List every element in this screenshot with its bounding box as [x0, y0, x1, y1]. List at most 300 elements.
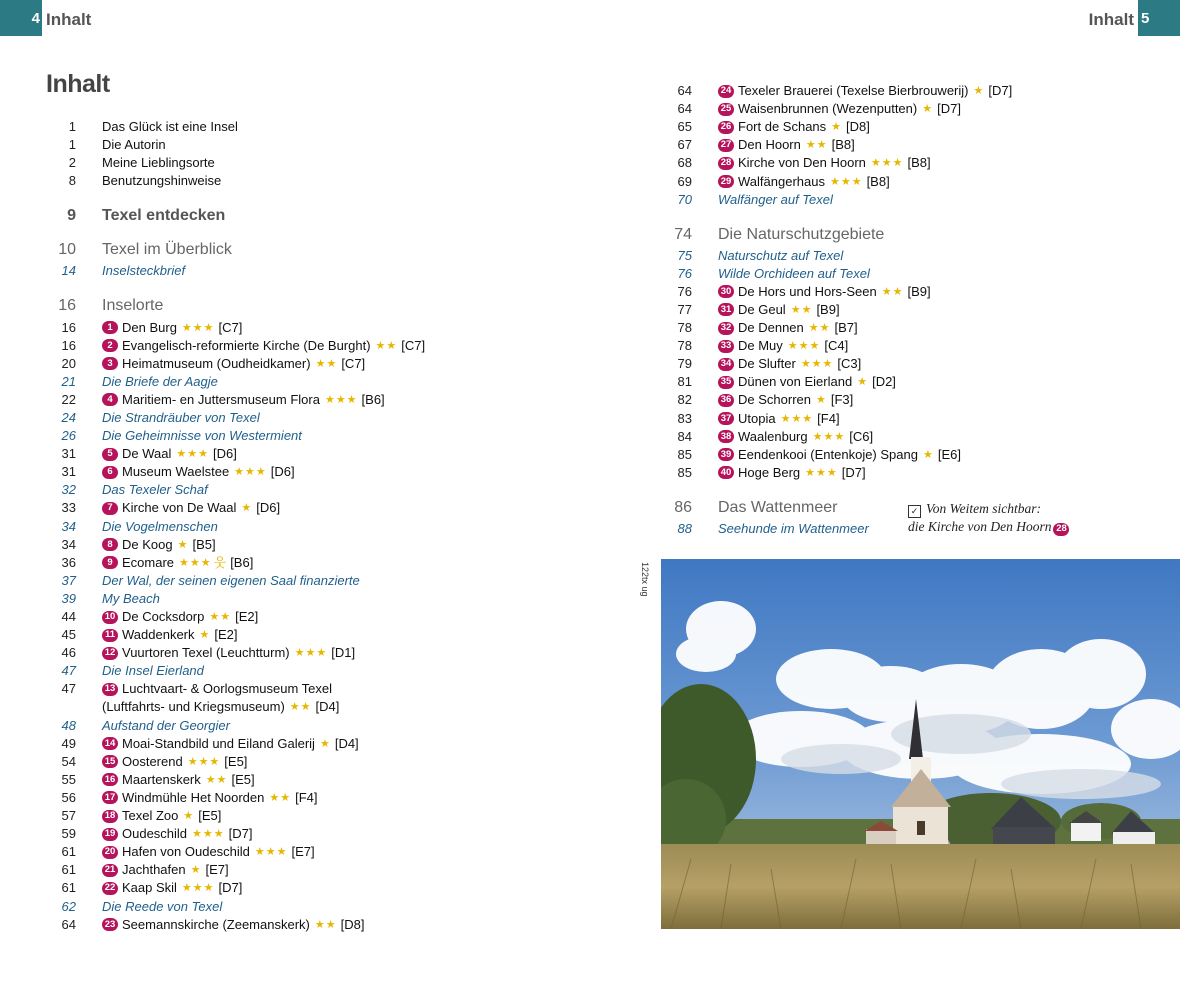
toc-entry-label: [718, 410, 840, 428]
poi-number-badge: 22: [102, 882, 118, 895]
toc-page-number: 21: [61, 373, 76, 389]
toc-page-number: 64: [677, 83, 692, 99]
poi-number-badge: 6: [102, 466, 118, 479]
rating-stars: ★★: [269, 791, 292, 804]
toc-entry[interactable]: [662, 446, 1162, 464]
poi-number-badge: 37: [718, 412, 734, 425]
toc-entry-label: [102, 136, 166, 154]
toc-entry-text: Jachthafen: [122, 862, 186, 878]
toc-entry-label: [102, 536, 216, 554]
toc-entry[interactable]: [46, 825, 606, 843]
toc-feature-entry[interactable]: [662, 191, 1162, 209]
toc-entry[interactable]: [46, 916, 606, 934]
toc-page-number: 84: [677, 428, 692, 444]
rating-stars: ★★: [315, 357, 338, 370]
toc-page-number: 86: [674, 498, 692, 516]
map-grid-reference: [E5]: [224, 753, 248, 769]
toc-entry-text: Walfänger auf Texel: [718, 191, 833, 207]
caption-line-2: die Kirche von Den Hoorn: [908, 519, 1052, 534]
map-grid-reference: [E5]: [231, 771, 255, 787]
map-grid-reference: [B8]: [831, 137, 855, 153]
toc-entry[interactable]: [46, 337, 606, 355]
toc-entry-label: [102, 391, 385, 409]
toc-page-number: 46: [61, 645, 76, 661]
map-grid-reference: [E2]: [235, 609, 259, 625]
toc-page-number: 81: [677, 374, 692, 390]
toc-feature-entry[interactable]: [46, 590, 606, 608]
toc-entry-text: Naturschutz auf Texel: [718, 247, 844, 263]
toc-entry[interactable]: [662, 464, 1162, 482]
toc-page-number: 88: [677, 520, 692, 536]
toc-entry-label: [102, 825, 252, 843]
toc-entry[interactable]: [46, 391, 606, 409]
checkbox-icon: ✓: [908, 505, 921, 518]
toc-entry[interactable]: [46, 499, 606, 517]
poi-number-badge: 7: [102, 502, 118, 515]
toc-entry-label: [102, 172, 221, 190]
rating-stars: ★★★: [181, 882, 215, 895]
toc-entry[interactable]: [662, 410, 1162, 428]
toc-entry[interactable]: [46, 644, 606, 662]
map-grid-reference: [B9]: [907, 283, 931, 299]
toc-entry[interactable]: [46, 154, 606, 172]
toc-entry-text: De Muy: [738, 338, 783, 354]
map-grid-reference: [D4]: [315, 699, 340, 715]
toc-entry-text: Moai-Standbild und Eiland Galerij: [122, 735, 315, 751]
toc-page-number: 1: [68, 119, 76, 135]
poi-number-badge: 26: [718, 121, 734, 134]
toc-page-number: 16: [58, 297, 76, 315]
toc-entry[interactable]: [46, 318, 606, 336]
toc-entry-label: [102, 445, 237, 463]
toc-entry[interactable]: [46, 554, 606, 572]
left-page-number: 4: [0, 0, 42, 36]
toc-entry-label: [718, 265, 870, 283]
toc-entry-text: Die Geheimnisse von Westermient: [102, 428, 302, 444]
map-grid-reference: [E7]: [205, 862, 229, 878]
toc-page-number: 78: [677, 320, 692, 336]
toc-entry-label: [718, 428, 873, 446]
toc-entry-text: Waddenkerk: [122, 627, 195, 643]
toc-entry[interactable]: [662, 355, 1162, 373]
toc-entry-label: [102, 241, 232, 259]
toc-entry-text: Texeler Brauerei (Texelse Bierbrouwerij): [738, 83, 969, 99]
toc-page-number: 76: [677, 283, 692, 299]
rating-stars: ★★★: [780, 412, 814, 425]
toc-entry-label: [102, 608, 258, 626]
map-grid-reference: [C7]: [341, 355, 366, 371]
toc-entry-label: [718, 154, 931, 172]
toc-entry[interactable]: [46, 753, 606, 771]
toc-entry-text: Die Vogelmenschen: [102, 518, 218, 534]
toc-entry[interactable]: [662, 100, 1162, 118]
poi-number-badge: 33: [718, 340, 734, 353]
right-running-title: Inhalt: [1088, 10, 1134, 29]
map-grid-reference: [D1]: [331, 645, 356, 661]
rating-stars: ★: [199, 629, 211, 642]
toc-entry[interactable]: [46, 445, 606, 463]
toc-section-heading[interactable]: [46, 238, 606, 262]
toc-entry-text: Hoge Berg: [738, 464, 801, 480]
toc-entry-text: (Luftfahrts- und Kriegsmuseum): [102, 699, 285, 715]
toc-entry-label: [102, 680, 332, 698]
toc-entry-label: [102, 427, 302, 445]
toc-entry[interactable]: [662, 319, 1162, 337]
toc-entry-label: [102, 463, 295, 481]
rating-stars: ★★: [881, 285, 904, 298]
toc-entry-text: Den Hoorn: [738, 137, 801, 153]
toc-entry-label: [102, 735, 359, 753]
toc-page-number: 74: [674, 225, 692, 243]
poi-number-badge: 2: [102, 339, 118, 352]
toc-entry-text: De Dennen: [738, 320, 804, 336]
toc-page-number: 77: [677, 301, 692, 317]
poi-number-badge: 25: [718, 103, 734, 116]
toc-page-number: 62: [61, 898, 76, 914]
toc-entry-text: Der Wal, der seinen eigenen Saal finanzierte: [102, 572, 360, 588]
toc-page-number: 61: [61, 844, 76, 860]
toc-page-number: 85: [677, 464, 692, 480]
toc-entry[interactable]: [46, 789, 606, 807]
toc-entry-text: Seehunde im Wattenmeer: [718, 520, 869, 536]
toc-entry-text: Museum Waelstee: [122, 464, 230, 480]
toc-entry-text: Vuurtoren Texel (Leuchtturm): [122, 645, 290, 661]
map-grid-reference: [B7]: [834, 320, 858, 336]
toc-entry-label: [718, 247, 843, 265]
toc-entry-text: Die Autorin: [102, 137, 166, 153]
toc-entry-text: Maartenskerk: [122, 771, 201, 787]
church-photo: [661, 559, 1180, 929]
toc-entry-label: [102, 373, 218, 391]
toc-entry-text: De Waal: [122, 446, 172, 462]
toc-entry-label: [102, 717, 230, 735]
poi-number-badge: 4: [102, 393, 118, 406]
toc-entry-text: Die Naturschutzgebiete: [718, 225, 885, 243]
toc-entry-label: [102, 355, 365, 373]
poi-number-badge: 11: [102, 629, 118, 642]
poi-number-badge: 8: [102, 538, 118, 551]
toc-entry-label: [102, 662, 204, 680]
toc-spacer: [46, 228, 606, 238]
toc-entry-label: [102, 698, 339, 716]
toc-entry-label: [102, 554, 253, 572]
toc-entry-text: De Cocksdorp: [122, 609, 205, 625]
toc-entry-label: [718, 136, 855, 154]
toc-entry[interactable]: [662, 301, 1162, 319]
toc-entry-label: [718, 355, 861, 373]
toc-entry[interactable]: [46, 355, 606, 373]
map-grid-reference: [B5]: [192, 536, 216, 552]
toc-entry-text: Luchtvaart- & Oorlogsmuseum Texel: [122, 681, 333, 697]
toc-entry-text: Dünen von Eierland: [738, 374, 853, 390]
page-title: Inhalt: [46, 70, 110, 98]
map-grid-reference: [D2]: [872, 374, 896, 390]
toc-page-number: 45: [61, 627, 76, 643]
rating-stars: ★★★: [870, 157, 904, 170]
poi-number-badge: 28: [718, 157, 734, 170]
map-grid-reference: [F3]: [830, 392, 854, 408]
toc-entry-label: [102, 337, 425, 355]
toc-page-number: 76: [677, 265, 692, 281]
poi-number-badge: 15: [102, 755, 118, 768]
poi-number-badge: 17: [102, 791, 118, 804]
rating-stars: ★★★: [179, 556, 212, 569]
toc-entry-label: [718, 373, 896, 391]
rating-stars: ★★: [314, 918, 337, 931]
toc-feature-entry[interactable]: [46, 717, 606, 735]
toc-page-number: 36: [61, 554, 76, 570]
toc-entry[interactable]: [662, 373, 1162, 391]
toc-entry-text: Eendenkooi (Entenkoje) Spang: [738, 446, 918, 462]
toc-entry-text: Fort de Schans: [738, 119, 827, 135]
toc-page-number: 78: [677, 338, 692, 354]
toc-entry-label: [718, 301, 840, 319]
toc-entry[interactable]: [46, 698, 606, 716]
toc-entry-text: Kirche von Den Hoorn: [738, 155, 866, 171]
poi-number-badge: 10: [102, 611, 118, 624]
rating-stars: ★★★: [234, 466, 267, 479]
toc-entry-text: Den Burg: [122, 319, 177, 335]
map-grid-reference: [D6]: [270, 464, 295, 480]
toc-entry-text: Wilde Orchideen auf Texel: [718, 265, 870, 281]
map-grid-reference: [D7]: [228, 826, 253, 842]
toc-page-number: 65: [677, 119, 692, 135]
toc-entry[interactable]: [46, 735, 606, 753]
toc-entry[interactable]: [46, 536, 606, 554]
toc-entry[interactable]: [46, 136, 606, 154]
toc-page-number: 56: [61, 789, 76, 805]
poi-number-badge: 13: [102, 683, 118, 696]
toc-feature-entry[interactable]: [46, 662, 606, 680]
toc-entry-label: [718, 499, 837, 517]
toc-page-number: 10: [58, 241, 76, 259]
rating-stars: ★: [922, 103, 934, 116]
toc-spacer: [46, 190, 606, 204]
rating-stars: ★: [319, 737, 331, 750]
toc-entry-text: Inselorte: [102, 297, 164, 315]
toc-entry[interactable]: [662, 391, 1162, 409]
rating-stars: ★★: [805, 139, 828, 152]
toc-entry-text: De Schorren: [738, 392, 811, 408]
rating-stars: ★★★: [324, 393, 358, 406]
toc-entry[interactable]: [662, 283, 1162, 301]
toc-page-number: 64: [61, 916, 76, 932]
toc-entry-text: Oudeschild: [122, 826, 188, 842]
toc-entry-text: Waalenburg: [738, 428, 808, 444]
rating-stars: ★★★: [805, 466, 838, 479]
toc-entry-text: Texel im Überblick: [102, 241, 232, 259]
toc-entry[interactable]: [46, 118, 606, 136]
rating-stars: ★: [190, 864, 202, 877]
map-grid-reference: [C7]: [401, 337, 426, 353]
toc-entry-label: [102, 262, 185, 280]
toc-entry-label: [102, 319, 242, 337]
toc-entry-label: [718, 337, 848, 355]
toc-entry[interactable]: [46, 463, 606, 481]
map-grid-reference: [C7]: [218, 319, 243, 335]
caption-badge: 28: [1053, 523, 1069, 536]
toc-feature-entry[interactable]: [46, 518, 606, 536]
toc-entry-label: [718, 391, 853, 409]
toc-entry[interactable]: [46, 626, 606, 644]
map-grid-reference: [E5]: [198, 808, 222, 824]
toc-feature-entry[interactable]: [46, 262, 606, 280]
map-grid-reference: [B8]: [907, 155, 931, 171]
toc-page-number: 82: [677, 392, 692, 408]
map-grid-reference: [D7]: [841, 464, 866, 480]
toc-page-number: 20: [61, 355, 76, 371]
toc-entry-label: [102, 626, 238, 644]
toc-entry[interactable]: [662, 172, 1162, 190]
poi-number-badge: 5: [102, 448, 118, 461]
map-grid-reference: [D6]: [212, 446, 237, 462]
rating-stars: ★★: [209, 611, 232, 624]
toc-entry[interactable]: [46, 879, 606, 897]
toc-page-number: 22: [61, 391, 76, 407]
toc-page-number: 48: [61, 717, 76, 733]
toc-page-number: 2: [68, 155, 76, 171]
toc-section-heading[interactable]: [46, 204, 606, 228]
toc-entry[interactable]: [46, 680, 606, 698]
family-icon: 웃: [213, 554, 227, 570]
toc-page-number: 16: [61, 337, 76, 353]
toc-page-number: 24: [61, 409, 76, 425]
toc-entry-text: My Beach: [102, 590, 160, 606]
toc-entry-text: Heimatmuseum (Oudheidkamer): [122, 355, 311, 371]
toc-page-number: 26: [61, 428, 76, 444]
toc-page-number: 57: [61, 808, 76, 824]
toc-entry[interactable]: [46, 861, 606, 879]
toc-entry[interactable]: [662, 136, 1162, 154]
toc-page-number: 34: [61, 518, 76, 534]
caption-line-1: Von Weitem sichtbar:: [926, 501, 1041, 516]
toc-feature-entry[interactable]: [662, 265, 1162, 283]
toc-page-number: 16: [61, 319, 76, 335]
photo-caption: [908, 500, 1073, 536]
toc-spacer: [46, 280, 606, 294]
toc-entry[interactable]: [46, 771, 606, 789]
toc-entry-label: [718, 283, 931, 301]
toc-entry-label: [102, 572, 360, 590]
toc-entry-text: Aufstand der Georgier: [102, 717, 230, 733]
toc-entry-text: Utopia: [738, 410, 776, 426]
toc-section-heading[interactable]: [46, 294, 606, 318]
toc-page-number: 39: [61, 590, 76, 606]
map-grid-reference: [B8]: [866, 173, 890, 189]
toc-entry[interactable]: [662, 118, 1162, 136]
toc-page-number: 83: [677, 410, 692, 426]
map-grid-reference: [D7]: [218, 880, 243, 896]
toc-entry-label: [718, 191, 833, 209]
toc-entry[interactable]: [662, 428, 1162, 446]
toc-entry[interactable]: [46, 608, 606, 626]
toc-feature-entry[interactable]: [46, 481, 606, 499]
toc-entry-label: [102, 771, 255, 789]
toc-page-number: 54: [61, 753, 76, 769]
toc-entry-label: [102, 898, 222, 916]
rating-stars: ★: [177, 538, 189, 551]
map-grid-reference: [F4]: [817, 410, 840, 426]
toc-feature-entry[interactable]: [46, 427, 606, 445]
toc-spacer: [662, 482, 1162, 496]
toc-entry-text: Texel entdecken: [102, 207, 226, 225]
toc-entry-label: [102, 409, 260, 427]
toc-entry-label: [102, 499, 280, 517]
toc-entry-label: [102, 297, 163, 315]
toc-entry-text: De Geul: [738, 301, 786, 317]
toc-page-number: 55: [61, 771, 76, 787]
toc-feature-entry[interactable]: [46, 373, 606, 391]
poi-number-badge: 20: [102, 846, 118, 859]
toc-entry-text: Waisenbrunnen (Wezenputten): [738, 101, 918, 117]
toc-section-heading[interactable]: [662, 223, 1162, 247]
toc-page-number: 64: [677, 101, 692, 117]
toc-entry-label: [718, 82, 1012, 100]
toc-entry-label: [102, 207, 225, 225]
toc-page-number: 47: [61, 663, 76, 679]
toc-entry-text: De Hors und Hors-Seen: [738, 283, 877, 299]
map-grid-reference: [F4]: [295, 789, 318, 805]
toc-entry[interactable]: [46, 807, 606, 825]
toc-entry-text: Oosterend: [122, 753, 183, 769]
toc-entry[interactable]: [46, 172, 606, 190]
toc-page-number: 9: [67, 207, 76, 225]
rating-stars: ★★★: [787, 340, 821, 353]
poi-number-badge: 21: [102, 864, 118, 877]
toc-entry[interactable]: [46, 843, 606, 861]
poi-number-badge: 39: [718, 448, 734, 461]
toc-feature-entry[interactable]: [46, 897, 606, 915]
toc-entry-text: Texel Zoo: [122, 808, 179, 824]
toc-entry-text: Die Insel Eierland: [102, 663, 204, 679]
toc-entry[interactable]: [662, 337, 1162, 355]
toc-entry-label: [102, 843, 315, 861]
toc-entry-label: [718, 319, 858, 337]
map-grid-reference: [D8]: [340, 916, 365, 932]
rating-stars: ★★★: [812, 430, 846, 443]
toc-entry-label: [102, 481, 208, 499]
rating-stars: ★★★: [829, 175, 863, 188]
poi-number-badge: 9: [102, 556, 118, 569]
toc-entry-label: [718, 226, 884, 244]
toc-entry[interactable]: [662, 154, 1162, 172]
toc-right-column: [662, 82, 1162, 538]
toc-page-number: 69: [677, 173, 692, 189]
map-grid-reference: [C4]: [824, 338, 849, 354]
toc-entry-text: Hafen von Oudeschild: [122, 844, 250, 860]
toc-entry-label: [718, 446, 961, 464]
toc-page-number: 67: [677, 137, 692, 153]
toc-entry-text: Walfängerhaus: [738, 173, 825, 189]
toc-entry[interactable]: [662, 82, 1162, 100]
poi-number-badge: 12: [102, 647, 118, 660]
right-page-number: 5: [1138, 0, 1180, 36]
toc-entry-label: [718, 520, 869, 538]
map-grid-reference: [B6]: [361, 391, 385, 407]
toc-feature-entry[interactable]: [662, 247, 1162, 265]
rating-stars: ★★★: [192, 828, 225, 841]
rating-stars: ★: [857, 376, 869, 389]
rating-stars: ★: [973, 85, 985, 98]
toc-page-number: 59: [61, 826, 76, 842]
toc-page-number: 37: [61, 572, 76, 588]
poi-number-badge: 16: [102, 773, 118, 786]
poi-number-badge: 1: [102, 321, 118, 334]
toc-feature-entry[interactable]: [46, 409, 606, 427]
toc-entry-text: Seemannskirche (Zeemanskerk): [122, 916, 310, 932]
rating-stars: ★: [183, 810, 195, 823]
toc-feature-entry[interactable]: [46, 572, 606, 590]
